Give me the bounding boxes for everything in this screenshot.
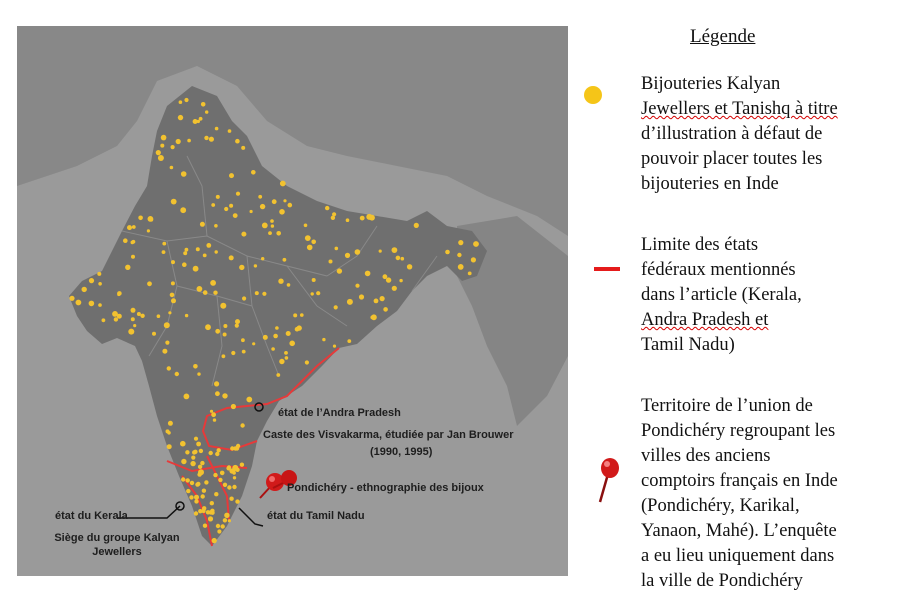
- store-dot: [168, 311, 171, 314]
- store-dot: [214, 492, 218, 496]
- store-dot: [473, 241, 479, 247]
- store-dot: [316, 291, 320, 295]
- store-dot: [246, 397, 252, 403]
- store-dot: [194, 499, 198, 503]
- store-dot: [196, 442, 201, 447]
- store-dot: [231, 351, 235, 355]
- store-dot: [176, 139, 181, 144]
- store-dot: [217, 529, 221, 533]
- store-dot: [293, 313, 297, 317]
- store-dot: [242, 350, 246, 354]
- store-dot: [190, 481, 194, 485]
- store-dot: [235, 324, 239, 328]
- store-dot: [82, 287, 87, 292]
- store-dot: [295, 327, 300, 332]
- store-dot: [283, 199, 286, 202]
- store-dot: [186, 478, 190, 482]
- store-dot: [193, 450, 197, 454]
- store-dot: [229, 497, 233, 501]
- store-dot: [131, 255, 135, 259]
- store-dot: [168, 421, 173, 426]
- store-dot: [305, 235, 311, 241]
- label-andhra-caste: Caste des Visvakarma, étudiée par Jan Brouwer: [263, 429, 514, 441]
- legend-item-borders: [641, 233, 802, 358]
- label-pondichery: Pondichéry - ethnographie des bijoux: [287, 482, 484, 494]
- store-dot: [166, 429, 170, 433]
- store-dot: [240, 463, 244, 467]
- legend-line: d’illustration à défaut de: [641, 124, 823, 144]
- store-dot: [184, 394, 190, 400]
- store-dot: [236, 192, 240, 196]
- store-dot: [162, 250, 166, 254]
- store-dot: [201, 102, 206, 107]
- store-dot: [167, 366, 171, 370]
- store-dot: [125, 265, 130, 270]
- label-tamil-state: état du Tamil Nadu: [267, 510, 365, 522]
- store-dot: [228, 129, 232, 133]
- store-dot: [304, 224, 308, 228]
- store-dot: [210, 410, 213, 413]
- legend-item-stores: [641, 72, 838, 197]
- store-dot: [250, 210, 253, 213]
- store-dot: [311, 292, 314, 295]
- store-dot: [215, 329, 220, 334]
- yellow-dot-icon: [582, 84, 604, 106]
- store-dot: [223, 518, 227, 522]
- store-dot: [371, 314, 377, 320]
- store-dot: [185, 450, 189, 454]
- store-dot: [233, 476, 236, 479]
- store-dot: [300, 313, 304, 317]
- store-dot: [179, 100, 183, 104]
- store-dot: [208, 516, 213, 521]
- store-dot: [220, 471, 225, 476]
- store-dot: [347, 299, 353, 305]
- store-dot: [209, 451, 213, 455]
- store-dot: [147, 229, 150, 232]
- store-dot: [223, 324, 227, 328]
- store-dot: [200, 461, 204, 465]
- store-dot: [365, 271, 371, 277]
- store-dot: [278, 279, 283, 284]
- store-dot: [201, 494, 205, 498]
- store-dot: [322, 338, 325, 341]
- store-dot: [209, 137, 214, 142]
- store-dot: [346, 218, 350, 222]
- store-dot: [276, 373, 280, 377]
- store-dot: [374, 299, 379, 304]
- store-dot: [287, 283, 291, 287]
- store-dot: [196, 247, 200, 251]
- store-dot: [182, 262, 187, 267]
- store-dot: [214, 381, 219, 386]
- store-dot: [235, 319, 240, 324]
- store-dot: [271, 347, 275, 351]
- store-dot: [181, 171, 187, 177]
- store-dot: [171, 260, 175, 264]
- store-dot: [205, 324, 211, 330]
- store-dot: [206, 243, 211, 248]
- store-dot: [190, 461, 195, 466]
- store-dot: [210, 509, 214, 513]
- store-dot: [335, 247, 339, 251]
- store-dot: [262, 292, 266, 296]
- store-dot: [232, 485, 236, 489]
- store-dot: [215, 452, 219, 456]
- store-dot: [197, 472, 201, 476]
- legend-line: comptoirs français en Inde: [641, 471, 838, 491]
- store-dot: [204, 136, 208, 140]
- store-dot: [286, 331, 291, 336]
- store-dot: [161, 135, 167, 141]
- store-dot: [198, 465, 202, 469]
- store-dot: [235, 499, 239, 503]
- store-dot: [235, 139, 240, 144]
- store-dot: [131, 308, 136, 313]
- store-dot: [203, 290, 208, 295]
- store-dot: [138, 216, 143, 221]
- store-dot: [157, 314, 161, 318]
- store-dot: [399, 279, 402, 282]
- store-dot: [183, 251, 187, 255]
- tamil-pointer: [239, 508, 263, 526]
- store-dot: [285, 356, 289, 360]
- store-dot: [196, 482, 200, 486]
- legend-line: pouvoir placer toutes les: [641, 149, 823, 169]
- store-dot: [191, 456, 195, 460]
- store-dot: [270, 219, 274, 223]
- store-dot: [193, 364, 198, 369]
- store-dot: [215, 250, 218, 253]
- store-dot: [271, 224, 274, 227]
- store-dot: [187, 139, 191, 143]
- store-dot: [471, 257, 476, 262]
- store-dot: [127, 225, 132, 230]
- legend-line: bijouteries en Inde: [641, 174, 779, 194]
- store-dot: [171, 199, 177, 205]
- store-dot: [117, 291, 122, 296]
- store-dot: [160, 144, 164, 148]
- legend-line: Pondichéry regroupant les: [641, 421, 836, 441]
- store-dot: [331, 216, 335, 220]
- store-dot: [252, 342, 255, 345]
- store-dot: [221, 524, 225, 528]
- store-dot: [229, 173, 234, 178]
- store-dot: [202, 506, 206, 510]
- store-dot: [171, 298, 176, 303]
- store-dot: [193, 266, 199, 272]
- store-dot: [69, 296, 74, 301]
- store-dot: [137, 312, 141, 316]
- store-dot: [212, 538, 217, 543]
- legend-line: [641, 308, 802, 333]
- legend-line: dans l’article (Kerala,: [641, 285, 802, 305]
- store-dot: [158, 155, 164, 161]
- legend-line: Tamil Nadu): [641, 335, 735, 355]
- store-dot: [360, 216, 365, 221]
- label-kerala-hq: [27, 531, 207, 559]
- store-dot: [414, 223, 419, 228]
- store-dot: [198, 509, 202, 513]
- store-dot: [229, 204, 233, 208]
- store-dot: [239, 265, 244, 270]
- legend-line: Limite des états: [641, 235, 759, 255]
- store-dot: [325, 206, 329, 210]
- store-dot: [231, 468, 235, 472]
- store-dot: [333, 345, 336, 348]
- store-dot: [272, 199, 277, 204]
- store-dot: [228, 519, 231, 522]
- store-dot: [457, 253, 461, 257]
- store-dot: [218, 478, 222, 482]
- store-dot: [407, 264, 412, 269]
- store-dot: [275, 326, 279, 330]
- store-dot: [283, 258, 287, 262]
- store-dot: [260, 204, 265, 209]
- store-dot: [203, 254, 207, 258]
- store-dot: [401, 257, 405, 261]
- legend-line: la ville de Pondichéry: [641, 571, 803, 591]
- store-dot: [178, 115, 183, 120]
- store-dot: [355, 284, 359, 288]
- store-dot: [261, 257, 264, 260]
- store-dot: [202, 489, 206, 493]
- store-dot: [210, 501, 214, 505]
- store-dot: [89, 301, 95, 307]
- store-dot: [211, 412, 216, 417]
- store-dot: [468, 272, 472, 276]
- store-dot: [132, 240, 136, 244]
- store-dot: [162, 242, 166, 246]
- store-dot: [311, 240, 316, 245]
- store-dot: [203, 524, 207, 528]
- store-dot: [213, 291, 217, 295]
- store-dot: [98, 282, 102, 286]
- store-dot: [233, 213, 238, 218]
- store-dot: [123, 238, 128, 243]
- store-dot: [337, 268, 342, 273]
- store-dot: [307, 245, 313, 251]
- store-dot: [312, 278, 316, 282]
- store-dot: [236, 444, 240, 448]
- store-dot: [133, 324, 136, 327]
- store-dot: [273, 334, 278, 339]
- store-dot: [204, 480, 208, 484]
- store-dot: [215, 391, 220, 396]
- legend-line: [641, 97, 838, 122]
- store-dot: [197, 372, 200, 375]
- store-dot: [162, 349, 167, 354]
- store-dot: [197, 120, 200, 123]
- store-dot: [194, 495, 199, 500]
- store-dot: [199, 449, 203, 453]
- store-dot: [347, 339, 351, 343]
- store-dot: [379, 250, 382, 253]
- legend-line: Yanaon, Mahé). L’enquête: [641, 521, 837, 541]
- store-dot: [268, 231, 272, 235]
- store-dot: [254, 264, 257, 267]
- store-dot: [206, 510, 210, 514]
- store-dot: [223, 483, 227, 487]
- store-dot: [131, 317, 135, 321]
- label-kerala-hq-line2: Jewellers: [92, 546, 142, 558]
- store-dot: [263, 335, 268, 340]
- store-dot: [396, 256, 401, 261]
- store-dot: [229, 255, 234, 260]
- store-dot: [280, 181, 286, 187]
- store-dot: [170, 293, 175, 298]
- store-dot: [222, 393, 227, 398]
- store-dot: [165, 341, 169, 345]
- store-dot: [231, 404, 236, 409]
- store-dot: [216, 524, 220, 528]
- store-dot: [148, 216, 154, 222]
- store-dot: [205, 110, 208, 113]
- store-dot: [210, 280, 216, 286]
- store-dot: [345, 253, 350, 258]
- store-dot: [242, 296, 246, 300]
- store-dot: [380, 296, 385, 301]
- store-dot: [214, 224, 218, 228]
- store-dot: [458, 264, 464, 270]
- store-dot: [156, 150, 161, 155]
- legend-line: Territoire de l’union de: [641, 396, 813, 416]
- red-pushpin-icon: [590, 456, 626, 506]
- store-dot: [251, 170, 256, 175]
- store-dot: [359, 294, 364, 299]
- store-dot: [185, 314, 188, 317]
- store-dot: [180, 207, 186, 213]
- legend-line-text: Andra Pradesh et: [641, 310, 769, 330]
- store-dot: [258, 195, 262, 199]
- legend-line: (Pondichéry, Karikal,: [641, 496, 800, 516]
- label-kerala-state: état du Kerala: [55, 510, 128, 522]
- label-andhra-state: état de l’Andra Pradesh: [278, 407, 401, 419]
- store-dot: [241, 338, 245, 342]
- store-dot: [89, 278, 94, 283]
- legend-line: a eu lieu uniquement dans: [641, 546, 835, 566]
- legend-line: fédéraux mentionnés: [641, 260, 796, 280]
- store-dot: [279, 359, 284, 364]
- store-dot: [289, 341, 295, 347]
- store-dot: [392, 286, 397, 291]
- store-dot: [128, 329, 134, 335]
- store-dot: [102, 318, 106, 322]
- legend-line: villes des anciens: [641, 446, 771, 466]
- store-dot: [194, 511, 198, 515]
- store-dot: [184, 98, 188, 102]
- legend-line-text: Jewellers et Tanishq à titre: [641, 99, 838, 119]
- store-dot: [171, 145, 175, 149]
- store-dot: [147, 281, 152, 286]
- store-dot: [305, 360, 309, 364]
- store-dot: [276, 231, 281, 236]
- label-kerala-hq-line1: Siège du groupe Kalyan: [54, 532, 180, 544]
- store-dot: [140, 314, 144, 318]
- store-dot: [386, 277, 391, 282]
- legend-line: Bijouteries Kalyan: [641, 74, 781, 94]
- legend-title: Légende: [690, 26, 756, 47]
- store-dot: [152, 332, 156, 336]
- store-dot: [132, 225, 136, 229]
- store-dot: [175, 372, 179, 376]
- store-dot: [383, 307, 388, 312]
- store-dot: [181, 459, 186, 464]
- store-dot: [226, 466, 230, 470]
- store-dot: [329, 260, 333, 264]
- store-dot: [200, 222, 205, 227]
- store-dot: [224, 207, 228, 211]
- store-dot: [97, 272, 101, 276]
- store-dot: [216, 195, 220, 199]
- store-dot: [445, 250, 450, 255]
- store-dot: [213, 418, 216, 421]
- store-dot: [255, 291, 259, 295]
- store-dot: [284, 351, 288, 355]
- store-dot: [355, 249, 361, 255]
- store-dot: [167, 444, 172, 449]
- store-dot: [171, 281, 175, 285]
- store-dot: [366, 214, 372, 220]
- store-dot: [222, 354, 226, 358]
- store-dot: [117, 314, 122, 319]
- store-dot: [189, 495, 193, 499]
- store-dot: [241, 146, 245, 150]
- store-dot: [215, 127, 219, 131]
- store-dot: [227, 485, 231, 489]
- store-dot: [170, 166, 174, 170]
- legend-item-pondichery: [641, 394, 838, 594]
- store-dot: [197, 286, 203, 292]
- store-dot: [241, 232, 246, 237]
- store-dot: [262, 223, 268, 229]
- store-dot: [181, 477, 185, 481]
- store-dot: [194, 437, 198, 441]
- store-dot: [164, 322, 170, 328]
- store-dot: [240, 423, 244, 427]
- store-dot: [98, 303, 102, 307]
- store-dot: [76, 300, 82, 306]
- store-dot: [458, 240, 463, 245]
- store-dot: [186, 489, 190, 493]
- store-dot: [220, 303, 226, 309]
- store-dot: [185, 248, 189, 252]
- store-dot: [223, 333, 227, 337]
- india-map: [17, 26, 568, 576]
- store-dot: [288, 203, 293, 208]
- store-dot: [211, 203, 215, 207]
- red-line-icon: [594, 266, 622, 272]
- store-dot: [279, 209, 285, 215]
- store-dot: [180, 441, 186, 447]
- label-andhra-years: (1990, 1995): [370, 446, 433, 458]
- store-dot: [213, 473, 217, 477]
- store-dot: [224, 513, 229, 518]
- store-dot: [392, 247, 398, 253]
- store-dot: [334, 305, 338, 309]
